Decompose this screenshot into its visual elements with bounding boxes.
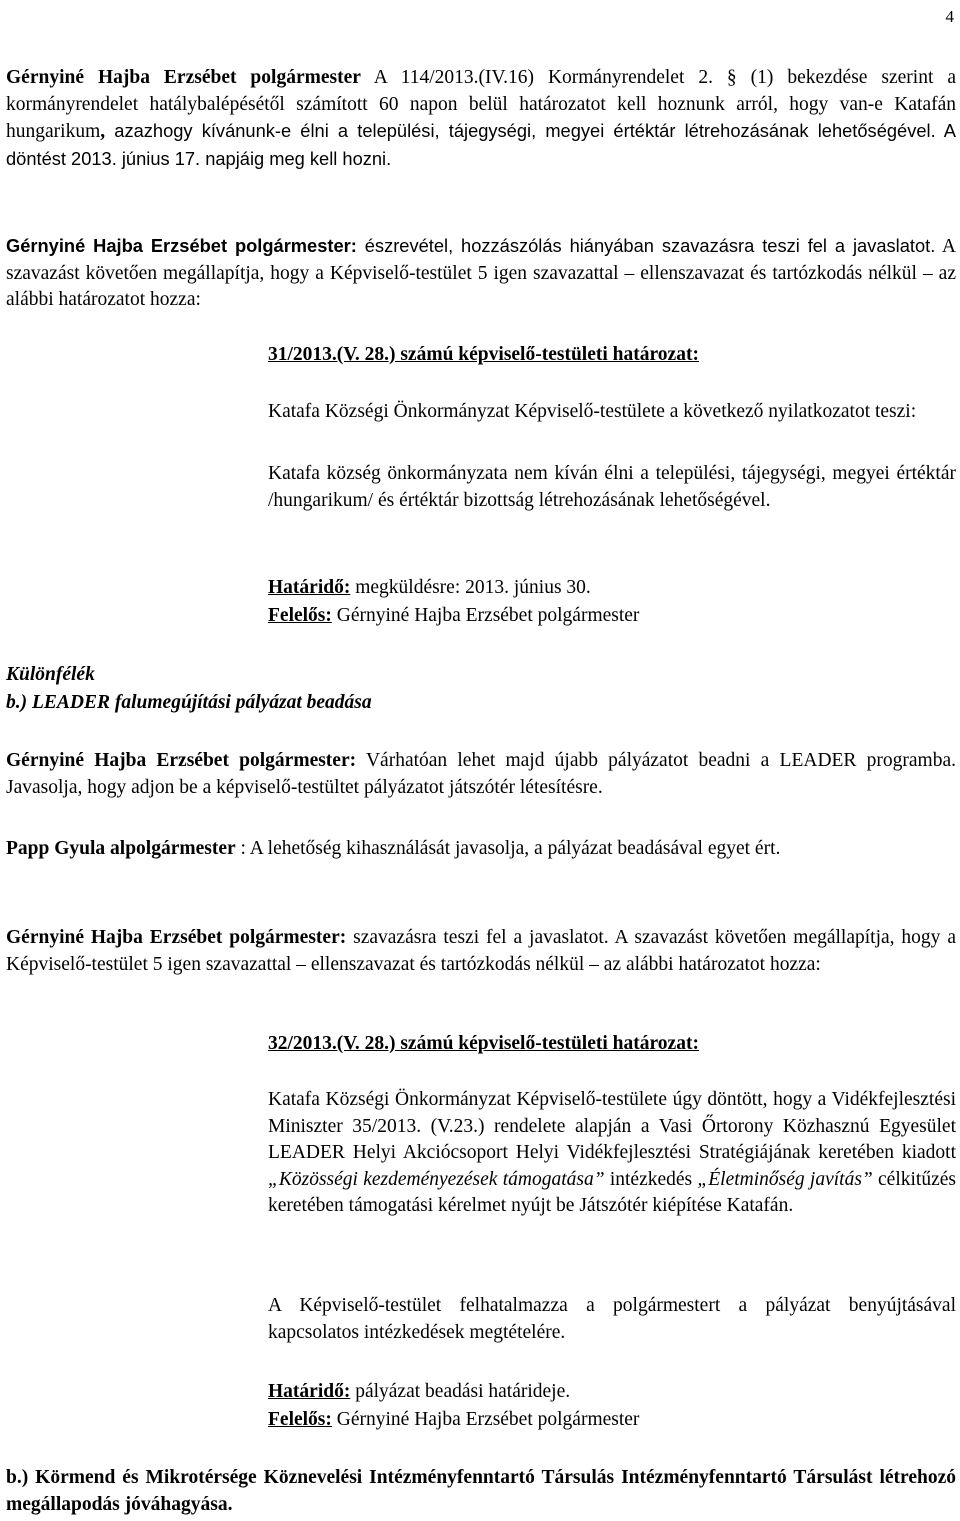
paragraph-text: szavazásra teszi fel a javaslatot. A szavazást követően megállapítja, hogy a Képviselő-testület 5 igen szavazattal – ellenszavazat és tartózkodás nélkül – az alábbi határozatot hozza: (6, 927, 956, 975)
paragraph-text-sans: azazhogy kívánunk-e élni a települési, tájegységi, megyei értéktár létrehozásának lehetőségével. A döntést 2013. június 17. napjáig meg kell hozni. (6, 120, 956, 169)
speaker-name: Papp Gyula alpolgármester (6, 838, 236, 859)
responsible-label: Felelős: (268, 605, 332, 626)
paragraph-text: A szavazást követően megállapítja, hogy a Képviselő-testület 5 igen szavazattal – ellenszavazat és tartózkodás nélkül – az alábbi határozatot hozza: (6, 236, 956, 310)
speaker-name: Gérnyiné Hajba Erzsébet polgármester: (6, 235, 357, 256)
resolution-1-deadline (268, 575, 956, 602)
responsible-label: Felelős: (268, 1409, 332, 1430)
deadline-value: megküldésre: 2013. június 30. (350, 577, 591, 598)
deadline-label: Határidő: (268, 1381, 351, 1402)
deadline-value: pályázat beadási határideje. (350, 1381, 571, 1402)
paragraph-vote-2 (6, 925, 956, 978)
section-heading: Különfélék (6, 664, 95, 685)
speaker-name: Gérnyiné Hajba Erzsébet polgármester: (6, 750, 357, 771)
responsible-value: Gérnyiné Hajba Erzsébet polgármester (331, 605, 640, 626)
resolution-2-title: 32/2013.(V. 28.) számú képviselő-testületi határozat: (268, 1033, 699, 1054)
resolution-2-responsible (268, 1407, 956, 1434)
section-subheading: b.) LEADER falumegújítási pályázat beadása (6, 692, 372, 713)
comma: , (100, 121, 106, 142)
page-number: 4 (945, 7, 954, 26)
resolution-1-responsible (268, 603, 956, 630)
paragraph-text: Várhatóan lehet majd újabb pályázatot beadni a LEADER programba. Javasolja, hogy adjon be a képviselő-testültet pályázatot játszótér létesítésre. (6, 750, 956, 798)
speaker-name: Gérnyiné Hajba Erzsébet polgármester (6, 67, 361, 88)
paragraph-text: : A lehetőség kihasználását javasolja, a pályázat beadásával egyet ért. (235, 838, 781, 859)
resolution-2-authorization: A Képviselő-testület felhatalmazza a polgármestert a pályázat benyújtásával kapcsolatos intézkedések megtételére. (268, 1295, 956, 1343)
resolution-1-body: Katafa község önkormányzata nem kíván élni a települési, tájegységi, megyei értéktár /hungarikum/ és értéktár bizottság létrehozásának lehetőségével. (268, 463, 956, 511)
paragraph-text: A 114/2013.(IV.16) Kormányrendelet 2. § (1) bekezdése szerint a kormányrendelet hatálybalépésétől számított 60 napon belül határozatot kell hoznunk arról, hogy van-e Katafán hungarikum (6, 67, 956, 142)
deadline-label: Határidő: (268, 577, 351, 598)
resolution-1-intro: Katafa Községi Önkormányzat Képviselő-testülete a következő nyilatkozatot teszi: (268, 401, 917, 422)
speaker-name: Gérnyiné Hajba Erzsébet polgármester: (6, 927, 347, 948)
resolution-2-deadline (268, 1379, 956, 1406)
responsible-value: Gérnyiné Hajba Erzsébet polgármester (331, 1409, 640, 1430)
paragraph-intro (6, 65, 956, 173)
paragraph-vote-1 (6, 233, 956, 314)
quote-measure: „Közösségi kezdeményezések támogatása” (268, 1168, 605, 1190)
section-2-heading: b.) Körmend és Mikrotérsége Köznevelési Intézményfenntartó Társulás Intézményfenntartó Társulást létrehozó megállapodás jóváhagyása. (6, 1467, 956, 1515)
paragraph-deputy (6, 836, 956, 863)
quote-objective: „Életminőség javítás” (697, 1168, 873, 1190)
resolution-2-body: Katafa Községi Önkormányzat Képviselő-testülete úgy döntött, hogy a Vidékfejlesztési Miniszter 35/2013. (V.23.) rendelete alapján a Vasi Őrtorony Közhasznú Egyesület LEADER Helyi Akciócsoport Helyi Vidékfejlesztési Stratégiájának keretében kiadott „Közösségi kezdeményezések támogatása” intézkedés „Életminőség javítás” célkitűzés keretében támogatási kérelmet nyújt be Játszótér kiépítése Katafán. (268, 1089, 956, 1216)
paragraph-text-sans: észrevétel, hozzászólás hiányában szavazásra teszi fel a javaslatot. (356, 235, 936, 256)
resolution-1-title: 31/2013.(V. 28.) számú képviselő-testületi határozat: (268, 344, 699, 365)
paragraph-leader (6, 748, 956, 801)
